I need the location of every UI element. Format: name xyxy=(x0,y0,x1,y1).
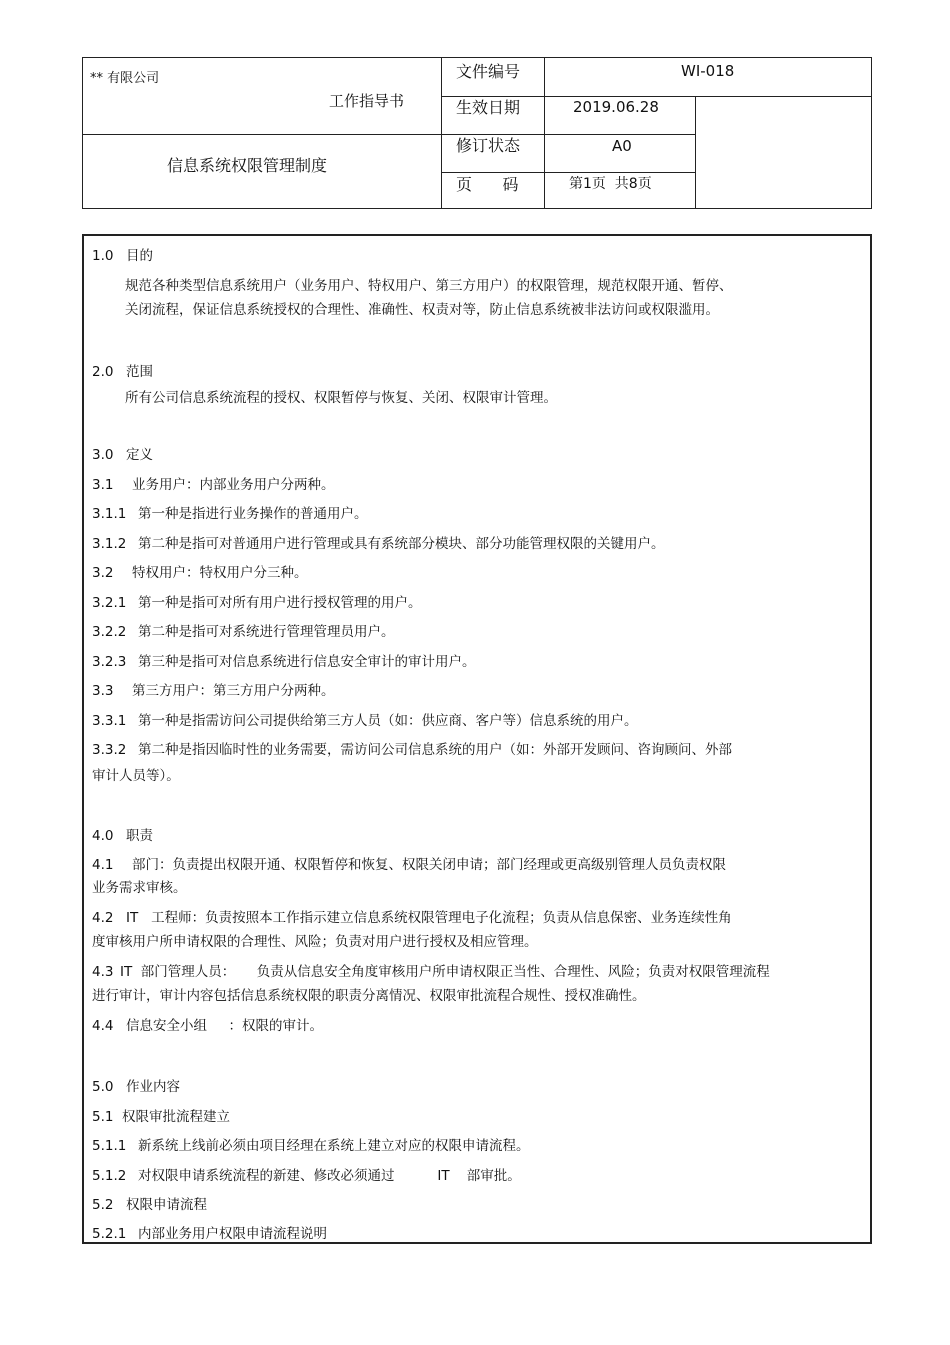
clause-continuation xyxy=(92,882,187,896)
clause-text: 第三种是指可对信息系统进行信息安全审计的审计用户。 xyxy=(138,654,476,670)
clause-number: 3.1 xyxy=(92,477,114,493)
clause-number: 3.2.2 xyxy=(92,624,127,640)
clause xyxy=(92,1170,521,1184)
clause-text: IT 工程师：负责按照本工作指示建立信息系统权限管理电子化流程；负责从信息保密、业务连续性角 xyxy=(126,910,732,926)
clause-text: 信息安全小组 ：权限的审计。 xyxy=(126,1018,323,1034)
header-vdivider-1 xyxy=(441,58,442,209)
clause-text: 第二种是指可对普通用户进行管理或具有系统部分模块、部分功能管理权限的关键用户。 xyxy=(138,536,665,552)
section-heading xyxy=(92,449,153,463)
clause-number: 4.4 xyxy=(92,1018,114,1034)
header-divider-row2 xyxy=(441,134,695,135)
clause-number: 3.3.2 xyxy=(92,742,127,758)
clause xyxy=(92,744,732,758)
body-text-content: 关闭流程，保证信息系统授权的合理性、准确性、权责对等，防止信息系统被非法访问或权限滥用。 xyxy=(125,302,719,318)
clause-text: 度审核用户所申请权限的合理性、风险；负责对用户进行授权及相应管理。 xyxy=(92,934,538,950)
document-body xyxy=(82,234,872,1244)
clause xyxy=(92,1228,327,1242)
clause-text: 第一种是指可对所有用户进行授权管理的用户。 xyxy=(138,595,422,611)
clause-number: 3.3 xyxy=(92,683,114,699)
clause-text: 第三方用户：第三方用户分两种。 xyxy=(132,683,335,699)
clause-number: 4.2 xyxy=(92,910,114,926)
section-text: 目的 xyxy=(126,248,153,264)
clause xyxy=(92,1140,530,1154)
doc-number-value: WI-018 xyxy=(681,62,735,80)
clause-number: 3.2.1 xyxy=(92,595,127,611)
clause xyxy=(92,859,726,873)
clause-number: 5.2.1 xyxy=(92,1226,127,1242)
clause-text: 权限申请流程 xyxy=(126,1197,207,1213)
clause-text: 权限审批流程建立 xyxy=(122,1109,230,1125)
clause xyxy=(92,715,638,729)
clause-number: 5.1.1 xyxy=(92,1138,127,1154)
clause-text: 进行审计，审计内容包括信息系统权限的职责分离情况、权限审批流程合规性、授权准确性。 xyxy=(92,988,646,1004)
clause xyxy=(92,508,368,522)
effective-date-label: 生效日期 xyxy=(456,98,521,117)
revision-label: 修订状态 xyxy=(456,136,521,155)
clause-number: 3.1.1 xyxy=(92,506,127,522)
section-text: 作业内容 xyxy=(126,1079,180,1095)
document-header-table xyxy=(82,57,872,209)
section-text: 职责 xyxy=(126,828,153,844)
clause-number: 5.1.2 xyxy=(92,1168,127,1184)
company-name: ** 有限公司 xyxy=(90,71,160,86)
effective-date-value: 2019.06.28 xyxy=(573,98,659,116)
clause xyxy=(92,597,422,611)
section-heading xyxy=(92,250,153,264)
clause-continuation xyxy=(92,770,180,784)
section-number: 3.0 xyxy=(92,447,114,463)
clause-text: 新系统上线前必须由项目经理在系统上建立对应的权限申请流程。 xyxy=(138,1138,530,1154)
document-type: 工作指导书 xyxy=(329,92,405,110)
clause xyxy=(92,626,395,640)
clause-number: 3.2.3 xyxy=(92,654,127,670)
document-title: 信息系统权限管理制度 xyxy=(167,156,328,175)
clause-text: 第一种是指进行业务操作的普通用户。 xyxy=(138,506,368,522)
clause-number: 5.1 xyxy=(92,1109,114,1125)
header-divider-left xyxy=(83,134,441,135)
clause-continuation xyxy=(92,936,538,950)
section-text: 范围 xyxy=(126,364,153,380)
clause-text: 第二种是指因临时性的业务需要，需访问公司信息系统的用户（如：外部开发顾问、咨询顾问、外部 xyxy=(138,742,732,758)
clause-text: 部门：负责提出权限开通、权限暂停和恢复、权限关闭申请；部门经理或更高级别管理人员负责权限 xyxy=(132,857,726,873)
section-number: 5.0 xyxy=(92,1079,114,1095)
body-text xyxy=(125,280,733,294)
section-heading xyxy=(92,830,153,844)
clause-text: 审计人员等）。 xyxy=(92,768,180,784)
body-text-content: 规范各种类型信息系统用户（业务用户、特权用户、第三方用户）的权限管理，规范权限开通、暂停、 xyxy=(125,278,733,294)
header-vdivider-3 xyxy=(695,96,696,209)
header-vdivider-2 xyxy=(544,58,545,209)
clause-text: 内部业务用户权限申请流程说明 xyxy=(138,1226,327,1242)
section-number: 2.0 xyxy=(92,364,114,380)
clause xyxy=(92,966,770,980)
clause-number: 4.3 xyxy=(92,964,114,980)
section-number: 4.0 xyxy=(92,828,114,844)
clause-number: 4.1 xyxy=(92,857,114,873)
clause-number: 5.2 xyxy=(92,1197,114,1213)
section-heading xyxy=(92,1081,180,1095)
header-divider-row1 xyxy=(441,96,872,97)
clause xyxy=(92,1111,230,1125)
clause-number: 3.2 xyxy=(92,565,114,581)
section-text: 定义 xyxy=(126,447,153,463)
clause xyxy=(92,567,308,581)
section-number: 1.0 xyxy=(92,248,114,264)
clause xyxy=(92,1020,323,1034)
revision-value: A0 xyxy=(612,137,632,155)
clause-text: 业务需求审核。 xyxy=(92,880,187,896)
body-text xyxy=(125,392,557,406)
doc-number-label: 文件编号 xyxy=(456,62,521,81)
clause xyxy=(92,912,732,926)
page-label: 页 码 xyxy=(456,175,519,194)
clause-number: 3.3.1 xyxy=(92,713,127,729)
header-divider-row3 xyxy=(441,172,695,173)
clause xyxy=(92,685,335,699)
clause-text: 业务用户：内部业务用户分两种。 xyxy=(132,477,335,493)
clause-text: 第二种是指可对系统进行管理管理员用户。 xyxy=(138,624,395,640)
clause xyxy=(92,538,665,552)
clause-continuation xyxy=(92,990,646,1004)
clause xyxy=(92,656,476,670)
clause-text: 对权限申请系统流程的新建、修改必须通过 IT 部审批。 xyxy=(138,1168,521,1184)
body-text xyxy=(125,304,719,318)
clause-text: 特权用户：特权用户分三种。 xyxy=(132,565,308,581)
clause-number: 3.1.2 xyxy=(92,536,127,552)
clause xyxy=(92,1199,207,1213)
body-text-content: 所有公司信息系统流程的授权、权限暂停与恢复、关闭、权限审计管理。 xyxy=(125,390,557,406)
clause xyxy=(92,479,335,493)
page-value: 第1页 共8页 xyxy=(569,176,652,192)
section-heading xyxy=(92,366,153,380)
clause-text: 第一种是指需访问公司提供给第三方人员（如：供应商、客户等）信息系统的用户。 xyxy=(138,713,638,729)
clause-text: IT 部门管理人员： 负责从信息安全角度审核用户所申请权限正当性、合理性、风险；负责对权限管理流程 xyxy=(120,964,770,980)
